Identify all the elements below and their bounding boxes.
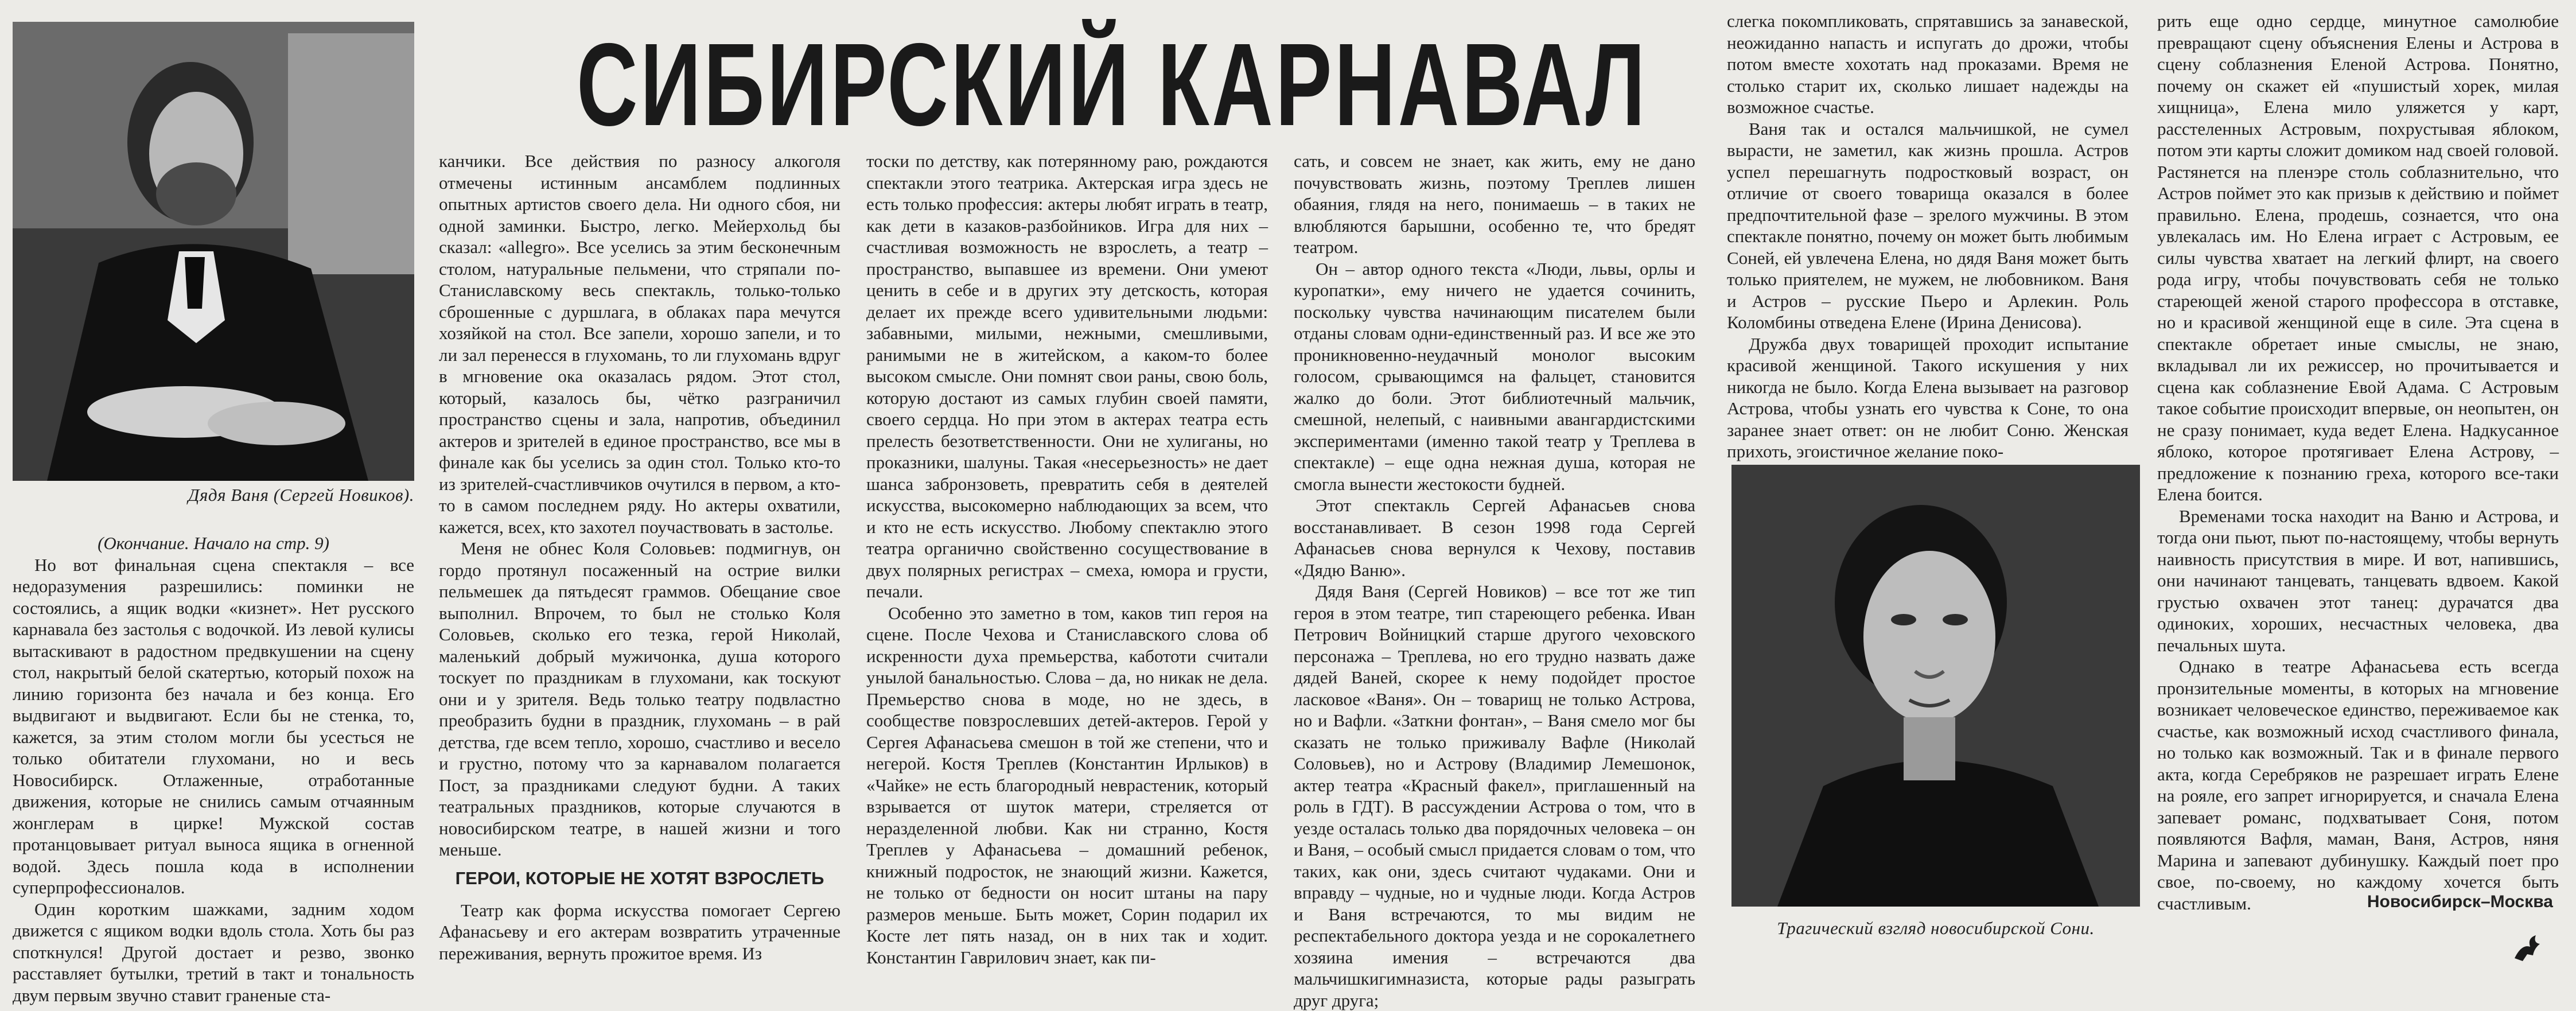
portrait-woman-icon	[1731, 465, 2140, 907]
paragraph: Дружба двух товарищей проходит испытание красивой женщиной. Такого искушения у них никогда не было. Когда Елена вызывает на разговор Астрова, чтобы узнать его чувства к Соне, то она заранее знает ответ: он не любит Соню. Женская прихоть, эгоистичное желание поко-	[1727, 333, 2128, 461]
headline: СИБИРСКИЙ КАРНАВАЛ	[577, 19, 1648, 150]
article-column-4	[1294, 150, 1695, 1010]
paragraph: Дядя Ваня (Сергей Новиков) – все тот же тип героя в этом театре, тип стареющего ребенка. Иван Петрович Войницкий старше другого чеховского персонажа – Треплева, но его трудно назвать даже дядей Ваней, скорее к нему подойдет простое ласковое «Ваня». Он – товарищ не только Астрова, но и Вафли. «Заткни фонтан», – Ваня смело мог бы сказать не только приживалу Вафле (Николай Соловьев), но и Астрову (Владимир Лемешонок, актер театра «Красный факел», приглашенный на роль в ГДТ). В рассуждении Астрова о том, что в уезде осталась только два порядочных человека – он и Ваня, – особый смысл придается словам о том, что таких, как они, здесь считают чудаками. Они и вправду – чудные, но и чудные люди. Когда Астров и Ваня встречаются, то мы видим не респектабельного доктора уезда и не сорокалетнего хозяина имения – встречаются два мальчишкигимназиста, которые рады разыграть друг друга;	[1294, 581, 1695, 1010]
pegasus-emblem-icon	[2510, 932, 2544, 964]
paragraph: Один коротким шажками, задним ходом движется с ящиком водки вдоль стола. Хоть бы раз споткнулся! Другой достает и резво, звонко расставляет бутылки, третий в такт и тональность двум первым звучно ставит граненые ста-	[13, 899, 414, 1005]
paragraph: Театр как форма искусства помогает Сергею Афанасьеву и его актерам возвратить утраченные переживания, вернуть прожитое время. Из	[439, 900, 840, 963]
photo-sonya	[1731, 465, 2140, 907]
paragraph: Он – автор одного текста «Люди, львы, орлы и куропатки», ему ничего не удается сочинить, поскольку чувства начинающим писателем были отданы словам одни-единственный раз. И все же это проникновенно-неудачный монолог высоким голосом, срывающимся на фальцет, становится жалко до боли. Этот библиотечный мальчик, смешной, нелепый, с наивными авангардистскими экспериментами (именно такой театр у Треплева в спектакле) – еще одна нежная душа, которая не смогла вынести жестокости будней.	[1294, 258, 1695, 494]
paragraph: канчики. Все действия по разносу алкоголя отмечены истинным ансамблем подлинных опытных артистов своего дела. Ни одного сбоя, ни одной заминки. Быстро, легко. Мейерхольд бы сказал: «allegro». Все уселись за этим бесконечным столом, натуральные пельмени, что стряпали по-Станиславскому весь спектакль, только-только сброшенные с дуршлага, в облаках пара мечутся хозяйкой на стол. Все запели, хорошо запели, и то ли зал перенесся в глухомань, то ли глухомань вдруг в мгновение ока оказалась рядом. Этот стол, который, казалось бы, чётко разграничил пространство сцены и зала, напротив, объединил актеров и зрителей в единое пространство, все мы в финале как бы уселись за один стол. Только кто-то из зрителей-счастливчиков очутился в первом, а кто-то в самом последнем ряду. Но актеры охватили, кажется, всех, кто захотел поучаствовать в застолье.	[439, 151, 840, 537]
section-subheading: ГЕРОИ, КОТОРЫЕ НЕ ХОТЯТ ВЗРОСЛЕТЬ	[455, 868, 824, 888]
paragraph: Особенно это заметно в том, каков тип героя на сцене. После Чехова и Станиславского слова об искренности духа премьерства, кабототи считали унылой банальностью. Слова – да, но никак не дела. Премьерство снова в моде, но не здесь, в сообществе повзрослевших детей-актеров. Герой у Сергея Афанасьева смешон в той же степени, что и негерой. Костя Треплев (Константин Ирлыков) в «Чайке» не есть благородный неврастеник, который взрывается от шуток матери, стреляется от неразделенной любви. Как ни странно, Костя Треплев у Афанасьева – домашний ребенок, книжный подросток, не знающий жизни. Кажется, не только от бедности он носит штаны на пару размеров меньше. Быть может, Сорин подарил их Косте лет пять назад, он в них так и ходит. Константин Гаврилович знает, как пи-	[866, 602, 1268, 967]
paragraph: Меня не обнес Коля Соловьев: подмигнув, он гордо протянул посаженный на острие вилки пельмешек да пятьдесят граммов. Обещание свое выполнил. Впрочем, то был не столько Коля Соловьев, сколько его тезка, герой Николай, маленький добрый мужичонка, душа которого тоскует по праздникам в глухомани, как тоскуют они и у зрителя. Ведь только театру подвластно преобразить будни в праздник, глухомань – в рай детства, где всем тепло, хорошо, счастливо и весело и грустно, потому что за карнавалом полагается Пост, за праздниками следуют будни. А таких театральных праздников, которые случаются в новосибирском театре, в нашей жизни и того меньше.	[439, 538, 840, 860]
photo-sonya-caption: Трагический взгляд новосибирской Сони.	[1777, 918, 2095, 938]
paragraph: слегка покомпликовать, спрятавшись за занавеской, неожиданно напасть и испугать до дрожи, чтобы потом вместе хохотать над проказами. Время не столько старит их, сколько лишает надежды на возможное счастье.	[1727, 11, 2128, 117]
dateline-signoff: Новосибирск–Москва	[2367, 892, 2553, 911]
article-column-3	[866, 150, 1268, 971]
paragraph: Этот спектакль Сергей Афанасьев снова восстанавливает. В сезон 1998 года Сергей Афанасьев снова вернулся к Чехову, поставив «Дядю Ваню».	[1294, 495, 1695, 580]
paragraph: Временами тоска находит на Ваню и Астрова, и тогда они пьют, пьют по-настоящему, чтобы вернуть наивность присутствия в мире. И вот, напившись, они начинают танцевать, танцевать вдвоем. Какой грустью охвачен этот танец: дурачатся два одиноких, хороших, несчастных человека, два печальных шута.	[2157, 506, 2559, 655]
portrait-man-icon	[13, 22, 414, 481]
photo-uncle-vanya	[13, 22, 414, 481]
paragraph: сать, и совсем не знает, как жить, ему не дано почувствовать жизнь, поэтому Треплев лишен обаяния, глядя на него, понимаешь – в таких не влюбляются барышни, особенно те, что бредят театром.	[1294, 151, 1695, 257]
paragraph: тоски по детству, как потерянному раю, рождаются спектакли этого театрика. Актерская игра здесь не есть только профессия: актеры любят играть в театр, как дети в казаков-разбойников. Игра для них – счастливая возможность не взрослеть, а театр – пространство, выпавшее из времени. Они умеют ценить в себе и в других эту детскость, которая делает их прежде всего удивительными людьми: забавными, милыми, нежными, смешливыми, ранимыми не в житейском, а каком-то более высоком смысле. Они помнят свои раны, свою боль, которую достают из самых глубин своей памяти, своего сердца. Но при этом в актерах театра есть прелесть безответственности. Они не хулиганы, но проказники, шалуны. Такая «несерьезность» не дает шанса забронзоветь, превратить себя в деятелей искусства, высокомерно наблюдающих за всем, что и кто не есть искусство. Любому спектаклю этого театра органично свойственно сосуществование в двух полярных регистрах – смеха, юмора и грусти, печали.	[866, 151, 1268, 601]
paragraph: Но вот финальная сцена спектакля – все недоразумения разрешились: поминки не состоялись, а ящик водки «кизнет». Нет русского карнавала без застолья с водочкой. Из левой кулисы вытаскивают в радостном предвкушении на сцену стол, накрытый белой скатертью, который похож на линию горизонта без начала и без конца. Его выдвигают и выдвигают. Если бы не стенка, то, кажется, за этим столом могли бы усесться не только обитатели глухомани, но и весь Новосибирск. Отлаженные, отработанные движения, которые не снились самым отчаянным жонглерам в цирке! Мужской состав протанцовывает ритуал выноса ящика в огненной водой. Здесь пошла кода в исполнении суперпрофессионалов.	[13, 554, 414, 897]
article-column-1	[13, 532, 414, 1005]
paragraph: Однако в театре Афанасьева есть всегда пронзительные моменты, в которых на мгновение возникает человеческое единство, переживаемое как счастье, как возможный исход счастливого финала, но только как возможный. Так и в финале первого акта, когда Серебряков не разрешает играть Елене на рояле, его запрет игнорируется, и сначала Елена запевает романс, подхватывает Соня, потом появляются Вафля, маман, Ваня, Астров, няня Марина и запевают дубинушку. Каждый поет про свое, по-своему, но каждому хочется быть счастливым.	[2157, 656, 2559, 913]
photo-uncle-vanya-caption: Дядя Ваня (Сергей Новиков).	[188, 485, 414, 505]
article-column-5	[1727, 10, 2128, 461]
paragraph: рить еще одно сердце, минутное самолюбие превращают сцену объяснения Елены и Астрова в сцену соблазнения Еленой Астрова. Понятно, почему он скажет ей «пушистый хорек, милая хищница», Елена мило уляжется у карт, расстеленных Астровым, похрустывая яблоком, потом эти карты сложит домиком над своей головой. Растянется на пленэре столь соблазнительно, что Астров поймет это как призыв к действию и поймет правильно. Елена, продешь, сознается, что она увлекалась им. Но Елена играет с Астровым, ее силы чувства хватает на легкий флирт, на своего рода игру, чтобы почувствовать себя не только стареющей женой старого профессора в отставке, но и красивой женщиной еще в силе. Эта сцена в спектакле обретает иные смыслы, не знаю, вкладывал ли их режиссер, но прочитывается и сцена как соблазнение Евой Адама. С Астровым такое событие происходит впервые, он неопытен, он не сразу понимает, куда ведет Елена. Надкусанное яблоко, которое протягивает Елена Астрову, – предложение к познанию греха, которого все-таки Елена боится.	[2157, 11, 2559, 504]
paragraph: Ваня так и остался мальчишкой, не сумел вырасти, не заметил, как жизнь прошла. Астров успел перешагнуть подростковый возраст, он отличие от своего товарища оказался в более предпочтительной фазе – зрелого мужчины. В этом спектакле понятно, почему он может быть любимым Соней, ей увлечена Елена, но дядя Ваня может быть только приятелем, не мужем, не любовником. Ваня и Астров – русские Пьеро и Арлекин. Роль Коломбины отведена Елене (Ирина Денисова).	[1727, 118, 2128, 332]
article-column-2	[439, 150, 840, 971]
continued-note: (Окончание. Начало на стр. 9)	[98, 533, 329, 553]
